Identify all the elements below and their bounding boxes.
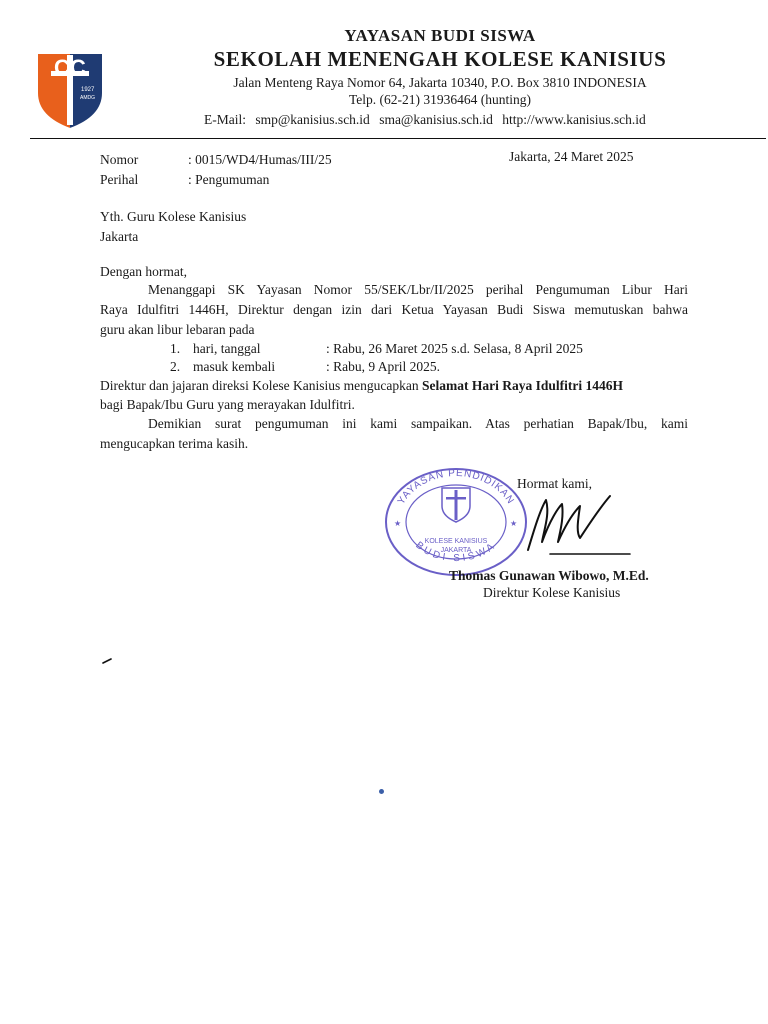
stamp-bottom-text: BUDI SISWA xyxy=(413,539,499,565)
paragraph1-line1: Menanggapi SK Yayasan Nomor 55/SEK/Lbr/II/2025 perihal Pengumuman Libur Hari xyxy=(148,282,688,297)
school-name: SEKOLAH MENENGAH KOLESE KANISIUS xyxy=(213,47,667,71)
scan-speck xyxy=(102,658,112,664)
school-logo xyxy=(31,45,109,131)
item-label: hari, tanggal xyxy=(193,341,261,356)
stamp-top-text: YAYASAN PENDIDIKAN xyxy=(395,467,517,507)
email-label: E-Mail: xyxy=(204,112,246,127)
logo-motto: AMDG xyxy=(80,95,95,101)
stamp-inner-line1: KOLESE KANISIUS xyxy=(424,538,488,545)
stamp-star-left: ★ xyxy=(394,519,402,528)
greeting-pre: Direktur dan jajaran direksi Kolese Kanisius mengucapkan xyxy=(100,378,423,393)
item-value: : Rabu, 26 Maret 2025 s.d. Selasa, 8 April 2025 xyxy=(326,341,583,356)
contact-line xyxy=(204,112,652,128)
paragraph2-line1 xyxy=(100,376,623,396)
stamp-star-right: ★ xyxy=(510,519,518,528)
handwritten-signature xyxy=(520,490,632,560)
perihal-label: Perihal xyxy=(100,172,139,187)
email-smp: smp@kanisius.sch.id xyxy=(255,112,370,127)
item-number: 1. xyxy=(170,341,181,356)
scan-speck xyxy=(379,789,384,794)
paragraph3-line1: Demikian surat pengumuman ini kami sampaikan. Atas perhatian Bapak/Ibu, kami xyxy=(148,416,688,431)
paragraph2-line2: bagi Bapak/Ibu Guru yang merayakan Idulfitri. xyxy=(100,397,355,412)
website: http://www.kanisius.sch.id xyxy=(502,112,646,127)
closing-regards: Hormat kami, xyxy=(517,476,592,491)
logo-letters: CC xyxy=(54,55,86,80)
greeting-bold: Selamat Hari Raya Idulfitri 1446H xyxy=(422,378,624,393)
letter-date: Jakarta, 24 Maret 2025 xyxy=(509,149,634,164)
signatory-title: Direktur Kolese Kanisius xyxy=(483,585,621,600)
stamp-inner-line2: JAKARTA xyxy=(440,547,472,554)
item-value: : Rabu, 9 April 2025. xyxy=(326,359,440,374)
foundation-stamp xyxy=(382,466,530,578)
nomor-value: : 0015/WD4/Humas/III/25 xyxy=(188,152,332,167)
perihal-value: : Pengumuman xyxy=(188,172,270,187)
school-address: Jalan Menteng Raya Nomor 64, Jakarta 10340, P.O. Box 3810 INDONESIA xyxy=(233,75,647,90)
recipient-line1: Yth. Guru Kolese Kanisius xyxy=(100,209,247,224)
paragraph1-line3: guru akan libur lebaran pada xyxy=(100,322,255,337)
recipient-line2: Jakarta xyxy=(100,229,139,244)
signatory-name: Thomas Gunawan Wibowo, M.Ed. xyxy=(449,568,649,583)
nomor-label: Nomor xyxy=(100,152,139,167)
paragraph1-line2: Raya Idulfitri 1446H, Direktur dengan izin dari Ketua Yayasan Budi Siswa memutuskan bahwa xyxy=(100,302,688,317)
organization-name: YAYASAN BUDI SISWA xyxy=(344,26,536,45)
item-number: 2. xyxy=(170,359,181,374)
school-phone: Telp. (62-21) 31936464 (hunting) xyxy=(348,92,532,107)
logo-year: 1927 xyxy=(81,87,95,93)
email-sma: sma@kanisius.sch.id xyxy=(379,112,493,127)
salutation: Dengan hormat, xyxy=(100,264,187,279)
item-label: masuk kembali xyxy=(193,359,276,374)
paragraph3-line2: mengucapkan terima kasih. xyxy=(100,436,249,451)
letterhead-divider xyxy=(30,138,766,139)
